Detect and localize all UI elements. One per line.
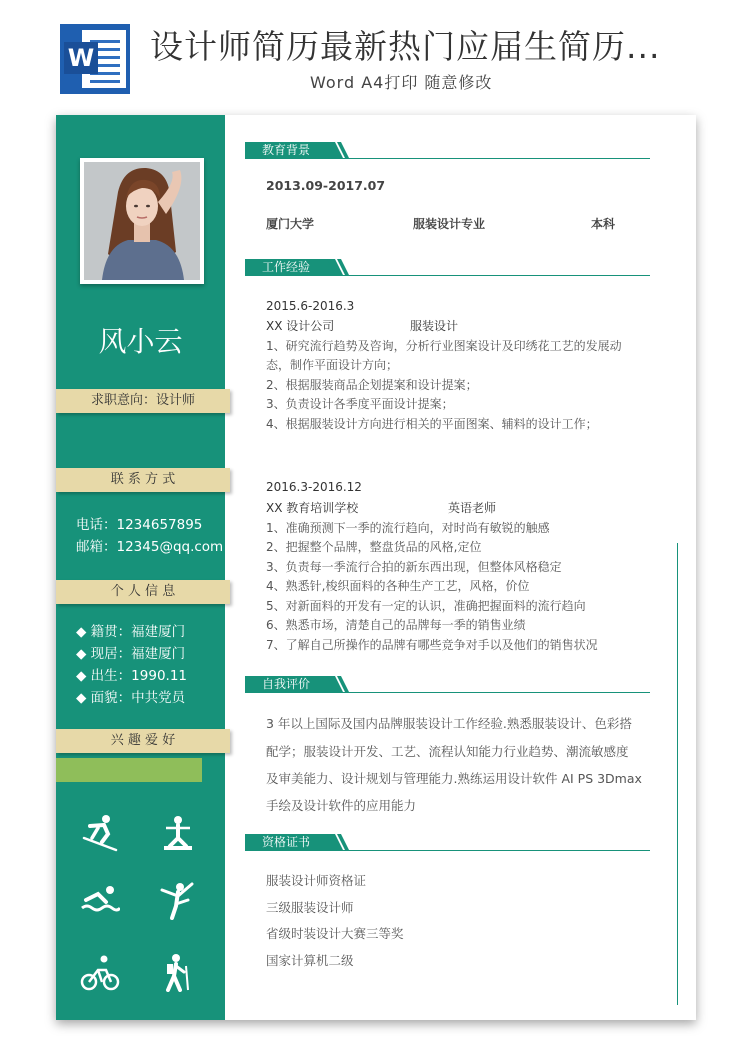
job2-position: 英语老师 <box>448 501 497 515</box>
candidate-name: 风小云 <box>98 325 183 358</box>
personal-item-political: ◆ 面貌：中共党员 <box>76 690 186 706</box>
personal-item-birth: ◆ 出生：1990.11 <box>76 668 187 684</box>
job1-company: XX 设计公司 <box>266 319 335 333</box>
personal-item-residence: ◆ 现居：福建厦门 <box>76 646 186 662</box>
job1-line: 3、负责设计各季度平面设计提案； <box>266 397 454 411</box>
job2-period: 2016.3-2016.12 <box>266 480 362 494</box>
section-stripes-icon <box>327 259 351 275</box>
hobbies-section-title: 兴 趣 爱 好 <box>56 729 230 753</box>
job1-line: 态，制作平面设计方向； <box>266 358 399 372</box>
education-period: 2013.09-2017.07 <box>266 178 386 193</box>
self-eval-line: 手绘及设计软件的应用能力 <box>266 798 417 813</box>
section-stripes-icon <box>327 676 351 692</box>
cert-item: 省级时装设计大赛三等奖 <box>266 926 404 941</box>
hobby-bar <box>56 758 202 782</box>
job2-line: 5、对新面料的开发有一定的认识，准确把握面料的流行趋向 <box>266 599 586 613</box>
weightlifting-icon <box>158 812 198 852</box>
work-section-title: 工作经验 <box>245 259 335 275</box>
document-subtitle: Word A4打印 随意修改 <box>310 73 493 92</box>
document-title: 设计师简历最新热门应届生简历... <box>150 27 661 66</box>
education-major: 服装设计专业 <box>413 217 486 231</box>
job2-line: 3、负责每一季流行合拍的新东西出现，但整体风格稳定 <box>266 560 562 574</box>
decorative-vertical-line <box>677 543 678 1005</box>
job2-company: XX 教育培训学校 <box>266 501 359 515</box>
self-eval-section-title: 自我评价 <box>245 676 335 692</box>
job2-line: 1、准确预测下一季的流行趋向，对时尚有敏锐的触感 <box>266 521 550 535</box>
self-eval-line: 及审美能力、设计规划与管理能力.熟练运用设计软件 AI PS 3Dmax <box>266 771 642 786</box>
job1-line: 1、研究流行趋势及咨询，分析行业图案设计及印绣花工艺的发展动 <box>266 339 622 353</box>
education-degree: 本科 <box>591 217 616 231</box>
cycling-icon <box>80 952 120 992</box>
skiing-icon <box>80 812 120 852</box>
cert-item: 服装设计师资格证 <box>266 873 367 888</box>
job2-line: 7、了解自己所操作的品牌有哪些竞争对手以及他们的销售状况 <box>266 638 598 652</box>
cert-item: 三级服装设计师 <box>266 900 354 915</box>
dance-icon <box>158 880 198 920</box>
job1-period: 2015.6-2016.3 <box>266 299 355 313</box>
job2-line: 6、熟悉市场，清楚自己的品牌每一季的销售业绩 <box>266 618 526 632</box>
self-eval-divider <box>245 692 650 693</box>
job1-line: 4、根据服装设计方向进行相关的平面图案、辅料的设计工作； <box>266 417 598 431</box>
profile-photo-frame <box>80 158 204 284</box>
contact-section-title: 联 系 方 式 <box>56 468 230 492</box>
section-stripes-icon <box>327 142 351 158</box>
education-section-title: 教育背景 <box>245 142 335 158</box>
cert-item: 国家计算机二级 <box>266 953 354 968</box>
job1-position: 服装设计 <box>410 319 459 333</box>
phone-text: 电话：1234657895 <box>76 517 203 533</box>
email-text: 邮箱：12345@qq.com <box>76 539 224 555</box>
work-divider <box>245 275 650 276</box>
certs-divider <box>245 850 650 851</box>
word-logo-letter: W <box>64 42 98 74</box>
personal-item-hometown: ◆ 籍贯：福建厦门 <box>76 624 186 640</box>
personal-section-title: 个 人 信 息 <box>56 580 230 604</box>
job1-line: 2、根据服装商品企划提案和设计提案； <box>266 378 478 392</box>
education-divider <box>245 158 650 159</box>
job2-line: 2、把握整个品牌，整盘货品的风格,定位 <box>266 540 482 554</box>
education-school: 厦门大学 <box>266 217 315 231</box>
self-eval-line: 配学；服装设计开发、工艺、流程认知能力行业趋势、潮流敏感度 <box>266 744 629 759</box>
job2-line: 4、熟悉针,梭织面料的各种生产工艺，风格，价位 <box>266 579 530 593</box>
section-stripes-icon <box>327 834 351 850</box>
hiking-icon <box>158 952 198 992</box>
swimming-icon <box>80 880 120 920</box>
certs-section-title: 资格证书 <box>245 834 335 850</box>
profile-photo <box>84 162 200 280</box>
portrait-illustration <box>84 162 200 280</box>
word-logo-icon <box>60 24 130 94</box>
self-eval-line: 3 年以上国际及国内品牌服装设计工作经验.熟悉服装设计、色彩搭 <box>266 716 632 731</box>
objective-ribbon: 求职意向：设计师 <box>56 389 230 413</box>
